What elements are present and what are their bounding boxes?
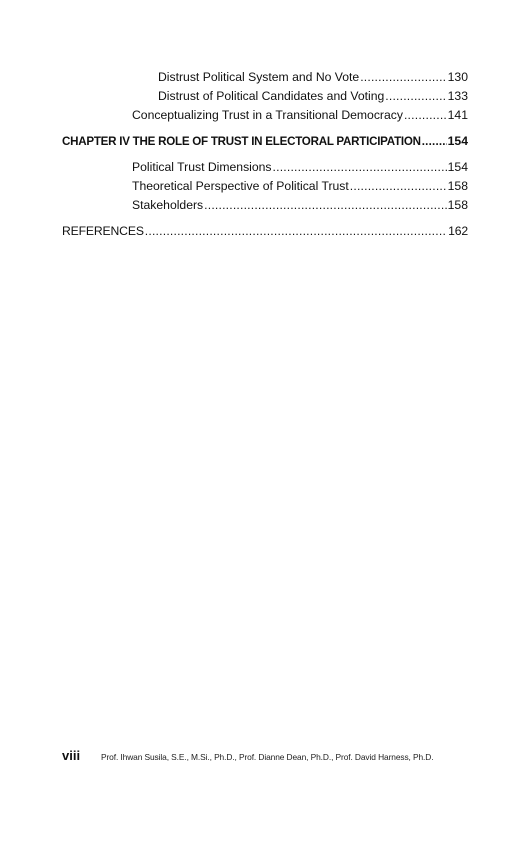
toc-entry-title: Political Trust Dimensions — [132, 160, 272, 174]
toc-entry-title: REFERENCES — [62, 224, 144, 238]
toc-entry-page: 154 — [447, 160, 468, 174]
toc-entry-chapter-iv[interactable] — [62, 132, 468, 151]
toc-leader-dots — [145, 222, 447, 241]
toc-entry-page: 162 — [448, 224, 468, 238]
toc-leader-dots — [273, 158, 447, 177]
toc-entry-page: 141 — [447, 108, 468, 122]
toc-entry-page: 133 — [447, 89, 468, 103]
toc-entry-conceptualizing-trust[interactable] — [62, 106, 468, 125]
toc-entry-title: Theoretical Perspective of Political Trust — [132, 179, 349, 193]
toc-entry-title: Stakeholders — [132, 198, 204, 212]
toc-entry-distrust-political-system[interactable] — [62, 68, 468, 87]
toc-entry-theoretical-perspective[interactable] — [62, 177, 468, 196]
footer-authors: Prof. Ihwan Susila, S.E., M.Si., Ph.D., Prof. Dianne Dean, Ph.D., Prof. David Harness, Ph.D. — [101, 752, 434, 762]
toc-entry-title: Distrust Political System and No Vote — [158, 70, 360, 84]
toc-leader-dots — [404, 106, 447, 125]
toc-leader-dots — [422, 132, 447, 151]
toc-entry-page: 130 — [447, 70, 468, 84]
toc-entry-page: 154 — [447, 134, 468, 148]
toc-leader-dots — [204, 196, 447, 215]
toc-entry-page: 158 — [447, 198, 468, 212]
toc-leader-dots — [385, 87, 446, 106]
toc-entry-title: Conceptualizing Trust in a Transitional Democracy — [132, 108, 403, 122]
toc-entry-political-trust-dimensions[interactable] — [62, 158, 468, 177]
table-of-contents — [62, 68, 468, 241]
toc-entry-references[interactable] — [62, 222, 468, 241]
toc-leader-dots — [350, 177, 447, 196]
toc-entry-stakeholders[interactable] — [62, 196, 468, 215]
toc-entry-title: CHAPTER IV THE ROLE OF TRUST IN ELECTORAL PARTICIPATION — [62, 135, 421, 148]
toc-entry-title: Distrust of Political Candidates and Voting — [158, 89, 385, 103]
page-number: viii — [62, 748, 81, 763]
toc-entry-distrust-candidates[interactable] — [62, 87, 468, 106]
toc-leader-dots — [360, 68, 446, 87]
page-footer — [62, 748, 433, 763]
toc-entry-page: 158 — [447, 179, 468, 193]
